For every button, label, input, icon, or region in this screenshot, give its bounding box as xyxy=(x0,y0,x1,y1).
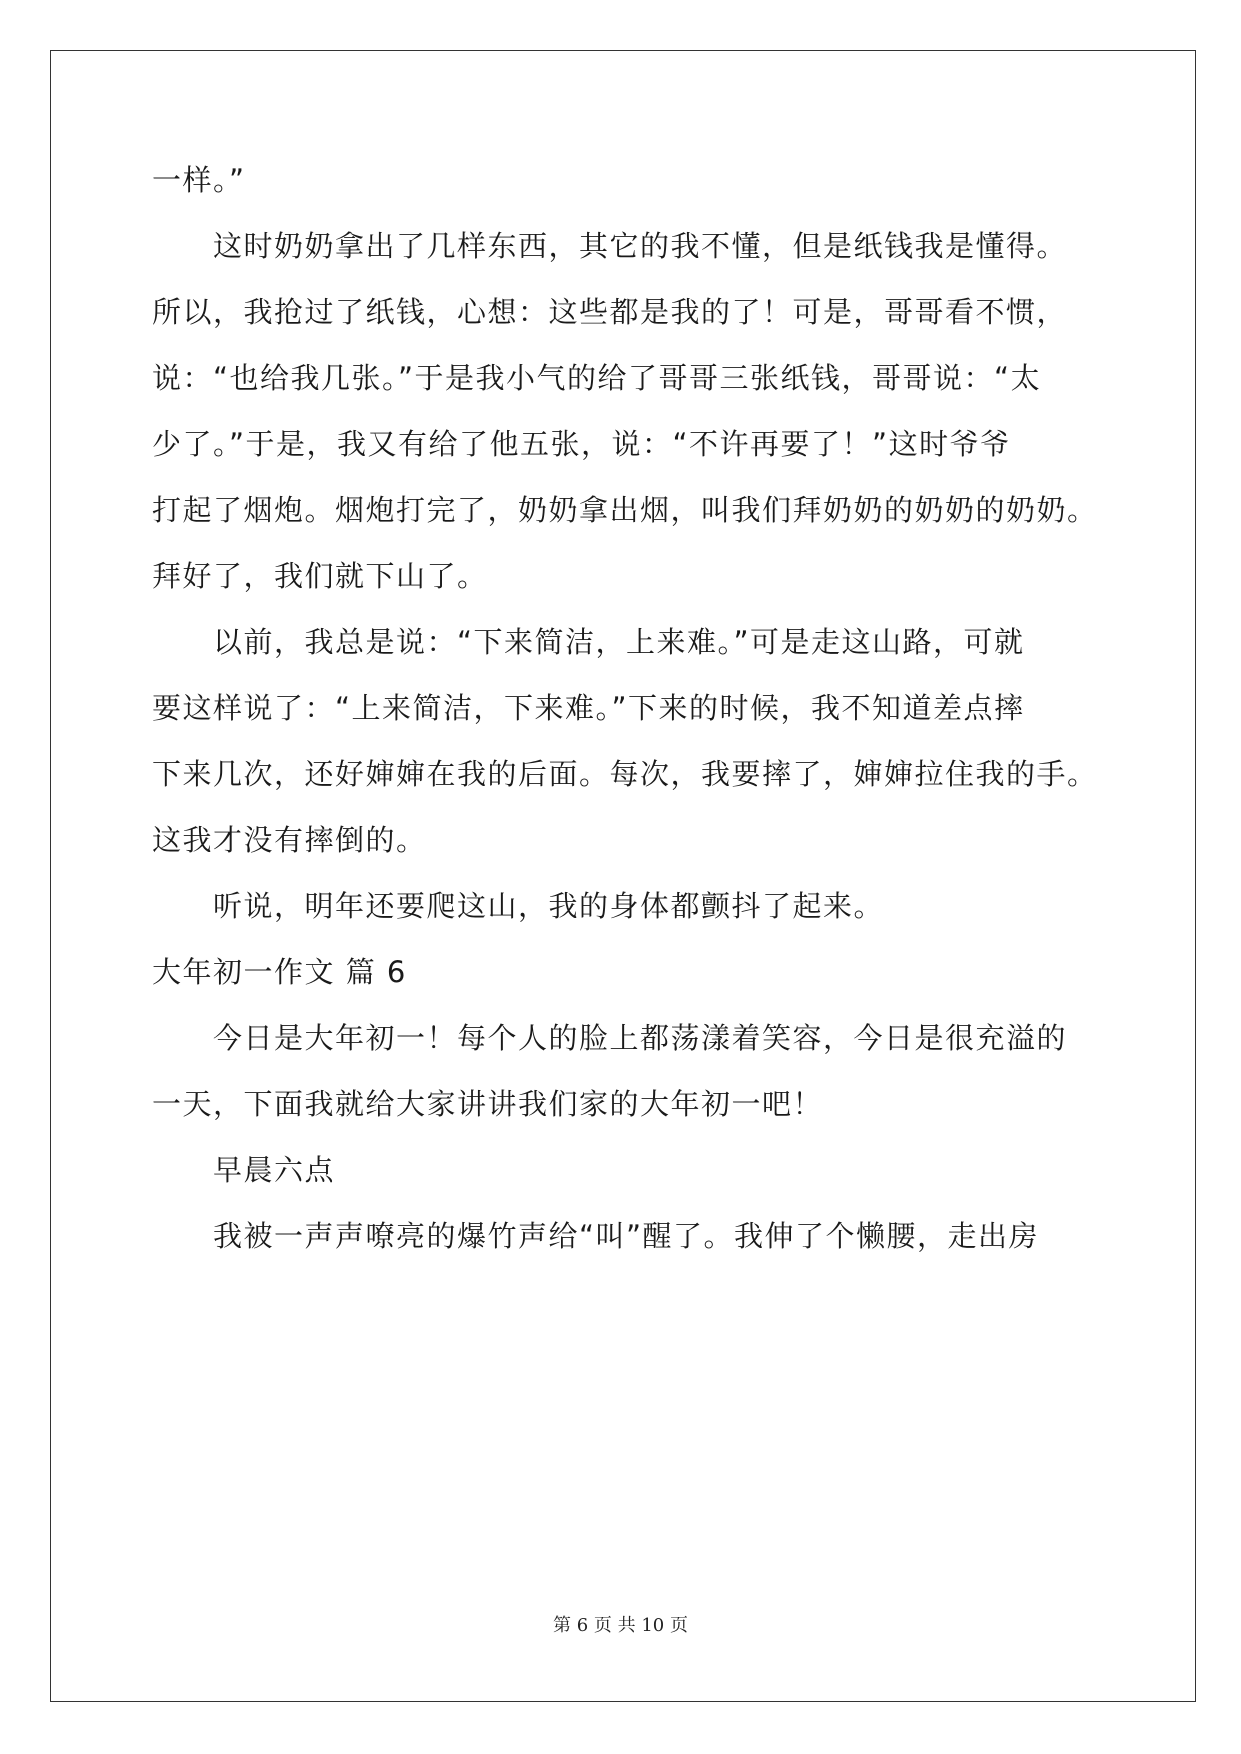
text-line: 要这样说了：“上来简洁，下来难。”下来的时候，我不知道差点摔 xyxy=(152,691,1025,725)
paragraph-line: 我被一声声嘹亮的爆竹声给“叫”醒了。我伸了个懒腰，走出房 xyxy=(213,1219,1040,1253)
text-line: 一天，下面我就给大家讲讲我们家的大年初一吧！ xyxy=(152,1087,824,1121)
text-line: 所以，我抢过了纸钱，心想：这些都是我的了！可是，哥哥看不惯， xyxy=(152,295,1068,329)
paragraph-line: 听说，明年还要爬这山，我的身体都颤抖了起来。 xyxy=(213,889,885,923)
page-footer: 第 6 页 共 10 页 xyxy=(553,1615,688,1636)
text-line: 下来几次，还好婶婶在我的后面。每次，我要摔了，婶婶拉住我的手。 xyxy=(152,757,1098,791)
paragraph-line: 今日是大年初一！每个人的脸上都荡漾着笑容，今日是很充溢的 xyxy=(213,1021,1068,1055)
paragraph-line: 这时奶奶拿出了几样东西，其它的我不懂，但是纸钱我是懂得。 xyxy=(213,229,1068,263)
text-line: 少了。”于是，我又有给了他五张，说：“不许再要了！”这时爷爷 xyxy=(152,427,1011,461)
text-line: 拜好了，我们就下山了。 xyxy=(152,559,488,593)
paragraph-line: 以前，我总是说：“下来简洁，上来难。”可是走这山路，可就 xyxy=(213,625,1025,659)
text-line: 说：“也给我几张。”于是我小气的给了哥哥三张纸钱，哥哥说：“太 xyxy=(152,361,1042,395)
text-line: 一样。” xyxy=(152,163,246,197)
text-line: 打起了烟炮。烟炮打完了，奶奶拿出烟，叫我们拜奶奶的奶奶的奶奶。 xyxy=(152,493,1098,527)
text-line: 这我才没有摔倒的。 xyxy=(152,823,427,857)
paragraph-line: 早晨六点 xyxy=(213,1153,336,1187)
section-heading: 大年初一作文 篇 6 xyxy=(152,955,407,989)
